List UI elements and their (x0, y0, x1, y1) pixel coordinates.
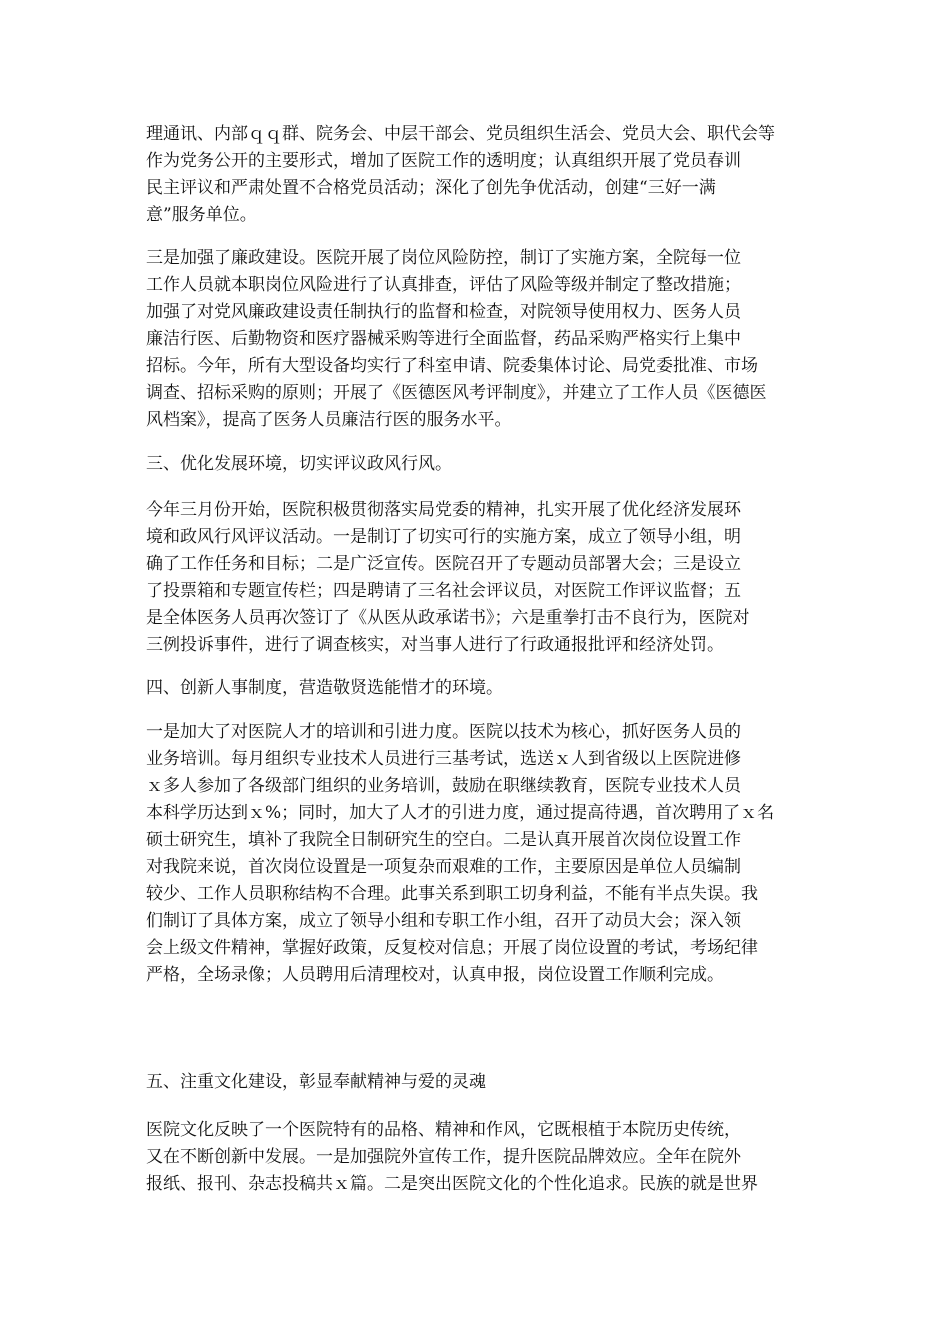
paragraph-development-environment: 今年三月份开始，医院积极贯彻落实局党委的精神，扎实开展了优化经济发展环 境和政风行风评议活动。一是制订了切实可行的实施方案，成立了领导小组，明 确了工作任务和目标；二是广泛宣传。医院召开了专题动员部署大会；三是设立 了投票箱和专题宣传栏；四是聘请了三名社会评议员，对医院工作评议监督；五 是全体医务人员再次签订了《从医从政承诺书》；六是重拳打击不良行为，医院对 三例投诉事件，进行了调查核实，对当事人进行了行政通报批评和经济处罚。 (146, 500, 750, 655)
paragraph-personnel-system: 一是加大了对医院人才的培训和引进力度。医院以技术为核心，抓好医务人员的 业务培训。每月组织专业技术人员进行三基考试，选送ｘ人到省级以上医院进修 ｘ多人参加了各级部门组织的业务培训，鼓励在职继续教育，医院专业技术人员 本科学历达到ｘ%；同时，加大了人才的引进力度，通过提高待遇，首次聘用了ｘ名 硕士研究生，填补了我院全日制研究生的空白。二是认真开展首次岗位设置工作 对我院来说，首次岗位设置是一项复杂而艰难的工作，主要原因是单位人员编制 较少、工作人员职称结构不合理。此事关系到职工切身利益，不能有半点失误。我 们制订了具体方案，成立了领导小组和专职工作小组，召开了动员大会；深入领 会上级文件精神，掌握好政策，反复校对信息；开展了岗位设置的考试，考场纪律 严格，全场录像；人员聘用后清理校对，认真申报，岗位设置工作顺利完成。 (146, 722, 775, 985)
paragraph-party-affairs-openness: 理通讯、内部ｑｑ群、院务会、中层干部会、党员组织生活会、党员大会、职代会等 作为党务公开的主要形式，增加了医院工作的透明度；认真组织开展了党员春训 民主评议和严肃处置不合格党员活动；深化了创先争优活动，创建“三好一满 意”服务单位。 (146, 124, 775, 225)
section-heading-3: 三、优化发展环境，切实评议政风行风。 (146, 454, 452, 474)
section-heading-5: 五、注重文化建设，彰显奉献精神与爱的灵魂 (146, 1072, 486, 1092)
paragraph-hospital-culture: 医院文化反映了一个医院特有的品格、精神和作风，它既根植于本院历史传统， 又在不断创新中发展。一是加强院外宣传工作，提升医院品牌效应。全年在院外 报纸、报刊、杂志投稿共ｘ篇。二是突出医院文化的个性化追求。民族的就是世界 (146, 1120, 758, 1194)
paragraph-integrity-building: 三是加强了廉政建设。医院开展了岗位风险防控，制订了实施方案，全院每一位 工作人员就本职岗位风险进行了认真排查，评估了风险等级并制定了整改措施； 加强了对党风廉政建设责任制执行的监督和检查，对院领导使用权力、医务人员 廉洁行医、后勤物资和医疗器械采购等进行全面监督，药品采购严格实行上集中 招标。今年，所有大型设备均实行了科室申请、院委集体讨论、局党委批准、市场 调查、招标采购的原则；开展了《医德医风考评制度》，并建立了工作人员《医德医 风档案》，提高了医务人员廉洁行医的服务水平。 (146, 248, 767, 430)
section-heading-4: 四、创新人事制度，营造敬贤选能惜才的环境。 (146, 678, 503, 698)
